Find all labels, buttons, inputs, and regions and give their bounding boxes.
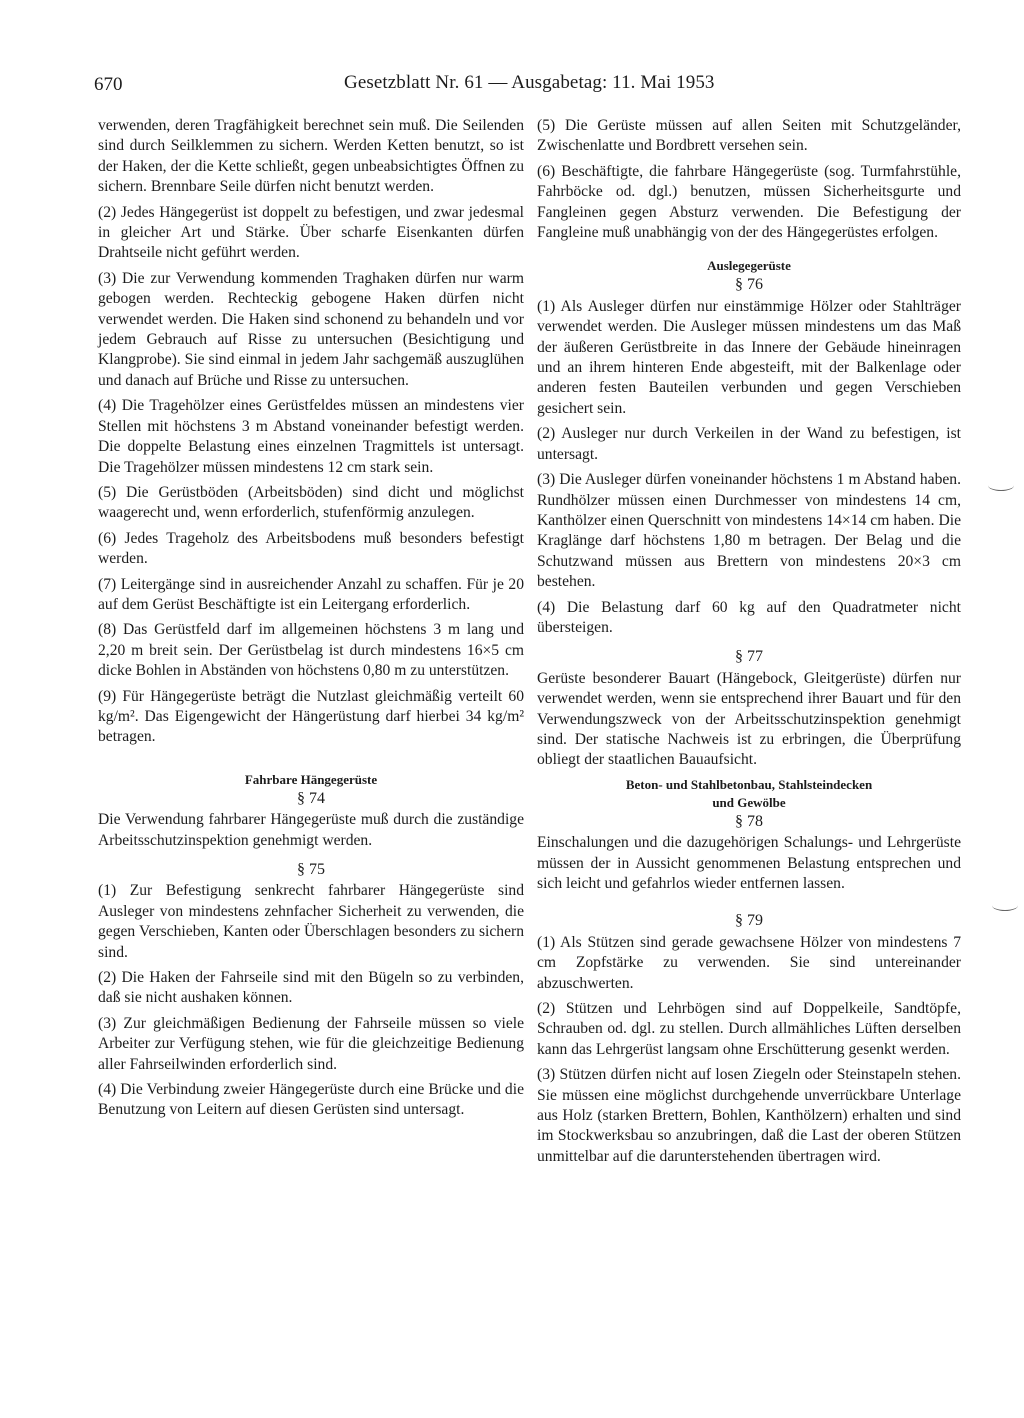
section-number: § 76 [735, 276, 763, 294]
section-heading: Fahrbare Hängegerüste [244, 771, 378, 787]
paragraph: (5) Die Gerüste müssen auf allen Seiten mit Schutzgeländer, Zwischenlatte und Bordbrett versehen sein. [537, 117, 961, 155]
paragraph: (3) Die Ausleger dürfen voneinander höchstens 1 m Abstand haben. Rundhölzer müssen einen Durchmesser von mindestens 14 cm, Kanthölzer einen Querschnitt von mindestens 14×14 cm haben. Die Kraglänge darf höchstens 1,80 m betragen. Der Belag und die Schutzwand müssen aus Brettern von mindestens 20×3 cm bestehen. [537, 471, 961, 591]
section-number: § 74 [297, 789, 325, 807]
paragraph: (6) Beschäftigte, die fahrbare Hängegerüste (sog. Turmfahrstühle, Fahrböcke od. dgl.) benutzen, müssen Sicherheitsgurte und Fangleinen gegen Absturz verwenden. Die Befestigung der Fangleine muß unabhängig von der des Hängegerüstes erfolgen. [537, 162, 961, 242]
paragraph: (3) Stützen dürfen nicht auf losen Ziegeln oder Steinstapeln stehen. Sie müssen eine möglichst durchgehende unverrückbare Unterlage aus Holz (starken Brettern, Bohlen, Kanthölzern) erhalten und sind im Stockwerksbau so anzubringen, daß die Last der oberen Stützen unmittelbar auf die darunterstehenden übertragen wird. [537, 1066, 961, 1165]
paragraph: (1) Als Ausleger dürfen nur einstämmige Hölzer oder Stahlträger verwendet werden. Die Ausleger müssen mindestens um das Maß der äußeren Gerüstbreite in das Innere der Gebäude hineinragen und an ihrem hinteren Ende abgesteift, mit der Balkenlage oder anderen festen Bauteilen verbunden und gegen Verschieben gesichert sein. [537, 297, 961, 417]
section-heading: Auslegegerüste [707, 258, 791, 274]
section-number: § 77 [735, 648, 763, 666]
paragraph: (8) Das Gerüstfeld darf im allgemeinen höchstens 3 m lang und 2,20 m breit sein. Der Gerüstbelag ist durch mindestens 16×5 cm dicke Bohlen in Abständen von höchstens 0,80 m zu unterstützen. [98, 621, 524, 680]
paragraph: (6) Jedes Trageholz des Arbeitsbodens muß besonders befestigt werden. [98, 529, 524, 568]
page-number: 670 [94, 74, 123, 95]
paragraph: (2) Stützen und Lehrbögen sind auf Doppelkeile, Sandtöpfe, Schrauben od. dgl. zu stellen. Durch allmähliches Lüften derselben kann das Lehrgerüst langsam ohne Erschütterung gesenkt werden. [537, 1000, 961, 1058]
paragraph: (1) Als Stützen sind gerade gewachsene Hölzer von mindestens 7 cm Zopfstärke zu verwenden. Sie sind untereinander abzuschwerten. [537, 933, 961, 992]
paragraph: Gerüste besonderer Bauart (Hängebock, Gleitgerüste) dürfen nur verwendet werden, wenn sie entsprechend ihrer Bauart und für den Verwendungszweck von der Arbeitsschutzinspektion genehmigt sind. Der statische Nachweis ist zu erbringen, die Überprüfung obliegt der staatlichen Bauaufsicht. [537, 669, 961, 769]
section-heading: Beton- und Stahlbetonbau, Stahlsteindecken [625, 776, 873, 792]
paragraph: verwenden, deren Tragfähigkeit berechnet sein muß. Die Seilenden sind durch Seilklemmen zu sichern. Werden Ketten benutzt, so ist der Haken, der die Kette schließt, gegen unbeabsichtigtes Öffnen zu sichern. Brennbare Seile dürfen nicht benutzt werden. [98, 117, 524, 196]
paragraph: (4) Die Belastung darf 60 kg auf den Quadratmeter nicht übersteigen. [537, 598, 961, 636]
paragraph: (3) Die zur Verwendung kommenden Traghaken dürfen nur warm gebogen werden. Rechteckig gebogene Haken dürfen nicht verwendet werden. Die Haken sind schonend zu behandeln und vor jedem Gebrauch auf Risse zu untersuchen (Besichtigung und Klangprobe). Sie sind einmal in jedem Jahr sachgemäß auszuglühen und danach auf Brüche und Risse zu untersuchen. [98, 269, 524, 389]
paragraph: Die Verwendung fahrbarer Hängegerüste muß durch die zuständige Arbeitsschutzinspektion genehmigt werden. [98, 811, 524, 849]
paragraph: (1) Zur Befestigung senkrecht fahrbarer Hängegerüste sind Ausleger von mindestens zehnfacher Sicherheit zu verwenden, die gegen Verschieben, Kanten oder Überschlagen besonders zu sichern sind. [98, 882, 524, 961]
margin-mark [992, 900, 1018, 911]
left-column [98, 116, 524, 1126]
section-number: § 78 [735, 812, 763, 830]
section-heading: und Gewölbe [712, 794, 786, 810]
paragraph: (2) Die Haken der Fahrseile sind mit den Bügeln so zu verbinden, daß sie nicht aushaken können. [98, 969, 524, 1007]
running-head: Gesetzblatt Nr. 61 — Ausgabetag: 11. Mai 1953 [344, 72, 715, 93]
paragraph: (2) Ausleger nur durch Verkeilen in der Wand zu befestigen, ist untersagt. [537, 425, 961, 463]
paragraph: (7) Leitergänge sind in ausreichender Anzahl zu schaffen. Für je 20 auf dem Gerüst Beschäftigte ist ein Leitergang erforderlich. [98, 575, 524, 613]
paragraph: (4) Die Verbindung zweier Hängegerüste durch eine Brücke und die Benutzung von Leitern auf diesen Gerüsten sind untersagt. [98, 1081, 524, 1119]
paragraph: Einschalungen und die dazugehörigen Schalungs- und Lehrgerüste müssen der in Aussicht genommenen Belastung entsprechen und sich leicht und gefahrlos wieder entfernen lassen. [537, 834, 961, 892]
paragraph: (2) Jedes Hängegerüst ist doppelt zu befestigen, und zwar jedesmal in gleicher Art und Stärke. Über scharfe Eisenkanten dürfen Drahtseile nicht geführt werden. [98, 203, 524, 262]
right-column [537, 116, 961, 1172]
paragraph: (5) Die Gerüstböden (Arbeitsböden) sind dicht und möglichst waagerecht und, wenn erforderlich, stufenförmig anzulegen. [98, 483, 524, 522]
margin-mark [988, 480, 1014, 491]
paragraph: (3) Zur gleichmäßigen Bedienung der Fahrseile müssen so viele Arbeiter zur Verfügung stehen, wie für die gleichzeitige Bedienung aller Fahrseilwinden erforderlich sind. [98, 1014, 524, 1073]
paragraph: (4) Die Tragehölzer eines Gerüstfeldes müssen an mindestens vier Stellen mit höchstens 3 m Abstand voneinander befestigt werden. Die doppelte Belastung eines einzelnen Tragmittels ist untersagt. Die Tragehölzer müssen mindestens 12 cm stark sein. [98, 397, 524, 476]
section-number: § 75 [297, 861, 325, 878]
section-number: § 79 [735, 912, 763, 930]
paragraph: (9) Für Hängegerüste beträgt die Nutzlast gleichmäßig verteilt 60 kg/m². Das Eigengewicht der Hängerüstung darf hierbei 34 kg/m² betragen. [98, 687, 524, 746]
